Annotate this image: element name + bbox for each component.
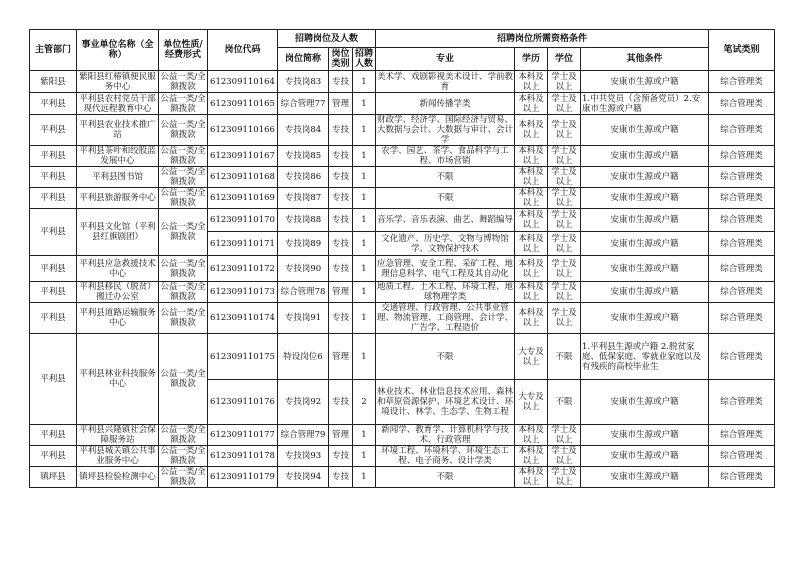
unit-cell: 平利县茶叶和绞股蓝发展中心 (77, 146, 159, 167)
major-cell: 应急管理、安全工程、采矿工程、地理信息科学、电气工程及其自动化 (376, 256, 515, 282)
education-cell: 本科及以上 (515, 93, 548, 115)
other-conditions-cell: 1.中共党员（含预备党员）2.安康市生源或户籍 (581, 93, 709, 115)
header-post-type: 岗位类别 (329, 48, 353, 71)
post-code-cell: 612309110169 (208, 188, 278, 209)
table-row (30, 209, 775, 232)
count-cell: 1 (353, 115, 376, 146)
count-cell: 2 (353, 380, 376, 425)
unit-cell: 平利县兴隆镇社会保障服务站 (77, 425, 159, 446)
unit-cell: 平利县文化馆（平利县红旗剧团） (77, 209, 159, 256)
post-type-cell: 管理 (329, 425, 353, 446)
dept-cell: 平利县 (30, 146, 77, 167)
post-code-cell: 612309110173 (208, 282, 278, 303)
post-code-cell: 612309110172 (208, 256, 278, 282)
header-post-name: 岗位简称 (278, 48, 329, 71)
degree-cell: 学士及以上 (548, 282, 581, 303)
post-code-cell: 612309110176 (208, 380, 278, 425)
unit-cell: 平利县城关镇公共事业服务中心 (77, 446, 159, 467)
post-code-cell: 612309110166 (208, 115, 278, 146)
degree-cell: 学士及以上 (548, 446, 581, 467)
education-cell: 本科及以上 (515, 232, 548, 256)
exam-type-cell: 综合管理类 (709, 167, 775, 188)
dept-cell: 平利县 (30, 209, 77, 256)
unit-cell: 平利县旅游服务中心 (77, 188, 159, 209)
exam-type-cell: 综合管理类 (709, 380, 775, 425)
table-row (30, 303, 775, 334)
post-code-cell: 612309110167 (208, 146, 278, 167)
post-code-cell: 612309110168 (208, 167, 278, 188)
post-type-cell: 专技 (329, 167, 353, 188)
count-cell: 1 (353, 256, 376, 282)
dept-cell: 平利县 (30, 188, 77, 209)
education-cell: 大专及以上 (515, 380, 548, 425)
header-degree: 学位 (548, 48, 581, 71)
other-conditions-cell: 1.平利县生源或户籍 2.脱贫家庭、低保家庭、零就业家庭以及有残疾的高校毕业生 (581, 334, 709, 380)
unit-cell: 平利县应急救援技术中心 (77, 256, 159, 282)
header-dept: 主管部门 (30, 30, 77, 71)
table-row (30, 146, 775, 167)
header-edu: 学历 (515, 48, 548, 71)
nature-cell: 公益一类/全额拨款 (160, 146, 206, 166)
degree-cell: 学士及以上 (548, 467, 581, 488)
education-cell: 本科及以上 (515, 256, 548, 282)
post-name-cell: 专技岗91 (278, 303, 329, 334)
unit-cell: 紫阳县红椿镇便民服务中心 (77, 71, 159, 93)
degree-cell: 学士及以上 (548, 115, 581, 146)
count-cell: 1 (353, 167, 376, 188)
nature-cell: 公益一类/全额拨款 (159, 115, 208, 146)
exam-type-cell: 综合管理类 (709, 303, 775, 334)
post-type-cell: 专技 (329, 146, 353, 167)
other-conditions-cell: 安康市生源或户籍 (581, 209, 709, 232)
table-row (30, 446, 775, 467)
exam-type-cell: 综合管理类 (709, 425, 775, 446)
header-group-post: 招聘岗位及人数 (278, 30, 376, 48)
count-cell: 1 (353, 71, 376, 93)
post-type-cell: 专技 (329, 446, 353, 467)
exam-type-cell: 综合管理类 (709, 446, 775, 467)
post-code-cell: 612309110175 (208, 334, 278, 380)
other-conditions-cell: 安康市生源或户籍 (581, 303, 709, 334)
degree-cell: 学士及以上 (548, 425, 581, 446)
education-cell: 本科及以上 (515, 71, 548, 93)
major-cell: 地质工程、土木工程、环境工程、地球物理学类 (377, 282, 514, 302)
major-cell: 音乐学、音乐表演、曲艺、舞蹈编导 (376, 209, 515, 232)
header-group-req: 招聘岗位所需资格条件 (376, 30, 709, 48)
post-code-cell: 612309110164 (208, 71, 278, 93)
post-name-cell: 特设岗位6 (278, 334, 329, 380)
dept-cell: 镇坪县 (30, 467, 77, 488)
table-row (30, 115, 775, 146)
post-name-cell: 专技岗84 (278, 115, 329, 146)
other-conditions-cell: 安康市生源或户籍 (581, 188, 709, 209)
table-row (30, 93, 775, 115)
header-major: 专业 (376, 48, 515, 71)
other-conditions-cell: 安康市生源或户籍 (581, 115, 709, 146)
education-cell: 本科及以上 (515, 188, 548, 209)
dept-cell: 紫阳县 (30, 71, 77, 93)
post-name-cell: 综合管理78 (278, 282, 329, 303)
post-type-cell: 专技 (329, 303, 353, 334)
post-name-cell: 综合管理77 (278, 93, 329, 115)
unit-cell: 平利县道路运输服务中心 (77, 303, 159, 334)
unit-cell: 镇坪县检验检测中心 (77, 467, 159, 488)
table-row (30, 282, 775, 303)
unit-cell: 平利县林业科技服务中心 (77, 334, 159, 425)
nature-cell: 公益一类/全额拨款 (160, 446, 206, 466)
post-code-cell: 612309110177 (208, 425, 278, 446)
post-type-cell: 专技 (329, 209, 353, 232)
post-name-cell: 专技岗93 (278, 446, 329, 467)
header-count: 招聘人数 (353, 48, 376, 71)
major-cell: 不限 (376, 167, 515, 188)
education-cell: 本科及以上 (515, 446, 548, 467)
major-cell: 交通管理、行政管理、公共事业管理、物流管理、工商管理、会计学、广告学、工程造价 (377, 303, 514, 333)
post-type-cell: 专技 (329, 467, 353, 488)
nature-cell: 公益一类/全额拨款 (160, 71, 206, 92)
exam-type-cell: 综合管理类 (709, 93, 775, 115)
post-type-cell: 专技 (329, 232, 353, 256)
table-row (30, 256, 775, 282)
count-cell: 1 (353, 93, 376, 115)
header-code: 岗位代码 (208, 30, 278, 71)
count-cell: 1 (353, 232, 376, 256)
recruitment-table (29, 29, 775, 488)
exam-type-cell: 综合管理类 (709, 188, 775, 209)
post-type-cell: 专技 (329, 115, 353, 146)
major-cell: 美术学、戏剧影视美术设计、学前教育 (377, 71, 514, 92)
nature-cell: 公益一类/全额拨款 (160, 93, 206, 114)
dept-cell: 平利县 (30, 425, 77, 446)
post-name-cell: 专技岗94 (278, 467, 329, 488)
post-type-cell: 专技 (329, 188, 353, 209)
education-cell: 本科及以上 (515, 167, 548, 188)
count-cell: 1 (353, 425, 376, 446)
header-other: 其他条件 (581, 48, 709, 71)
major-cell: 不限 (376, 467, 515, 488)
exam-type-cell: 综合管理类 (709, 282, 775, 303)
other-conditions-cell: 安康市生源或户籍 (581, 167, 709, 188)
post-code-cell: 612309110174 (208, 303, 278, 334)
exam-type-cell: 综合管理类 (709, 256, 775, 282)
nature-cell: 公益一类/全额拨款 (159, 303, 208, 334)
unit-cell: 平利县农村党员干部现代远程教育中心 (77, 93, 159, 115)
post-type-cell: 专技 (329, 71, 353, 93)
nature-cell: 公益一类/全额拨款 (160, 282, 206, 302)
major-cell: 不限 (376, 334, 515, 380)
count-cell: 1 (353, 282, 376, 303)
count-cell: 1 (353, 303, 376, 334)
degree-cell: 不限 (548, 380, 581, 425)
major-cell: 财政学、经济学、国际经济与贸易、大数据与会计、大数据与审计、会计学 (377, 115, 514, 145)
major-cell: 农学、园艺、茶学、食品科学与工程、市场营销 (376, 146, 515, 167)
degree-cell: 学士及以上 (548, 146, 581, 167)
post-type-cell: 专技 (329, 256, 353, 282)
table-row (30, 188, 775, 209)
degree-cell: 学士及以上 (548, 256, 581, 282)
post-type-cell: 管理 (329, 93, 353, 115)
post-code-cell: 612309110171 (208, 232, 278, 256)
dept-cell: 平利县 (30, 256, 77, 282)
post-code-cell: 612309110179 (208, 467, 278, 488)
exam-type-cell: 综合管理类 (709, 209, 775, 232)
dept-cell: 平利县 (30, 282, 77, 303)
post-name-cell: 专技岗87 (278, 188, 329, 209)
nature-cell: 公益一类/全额拨款 (160, 425, 206, 445)
major-cell: 林业技术、林业信息技术应用、森林和草原资源保护、环境艺术设计、环境设计、林学、生态学、生物工程 (376, 380, 515, 425)
degree-cell: 不限 (548, 334, 581, 380)
table-row (30, 425, 775, 446)
count-cell: 1 (353, 467, 376, 488)
exam-type-cell: 综合管理类 (709, 71, 775, 93)
table-row (30, 467, 775, 488)
exam-type-cell: 综合管理类 (709, 146, 775, 167)
post-type-cell: 管理 (329, 282, 353, 303)
header-nature: 单位性质/经费形式 (159, 30, 208, 71)
major-cell: 新闻传播学类 (376, 93, 515, 115)
education-cell: 本科及以上 (515, 282, 548, 303)
degree-cell: 学士及以上 (548, 232, 581, 256)
post-name-cell: 综合管理79 (278, 425, 329, 446)
header-unit: 事业单位名称（全称） (77, 30, 159, 71)
post-name-cell: 专技岗85 (278, 146, 329, 167)
table-row (30, 334, 775, 380)
nature-cell: 公益一类/全额拨款 (160, 167, 206, 187)
education-cell: 本科及以上 (515, 303, 548, 334)
exam-type-cell: 综合管理类 (709, 334, 775, 380)
count-cell: 1 (353, 146, 376, 167)
count-cell: 1 (353, 188, 376, 209)
exam-type-cell: 综合管理类 (709, 467, 775, 488)
exam-type-cell: 综合管理类 (709, 115, 775, 146)
post-name-cell: 专技岗83 (278, 71, 329, 93)
post-name-cell: 专技岗86 (278, 167, 329, 188)
other-conditions-cell: 安康市生源或户籍 (581, 146, 709, 167)
other-conditions-cell: 安康市生源或户籍 (581, 446, 709, 467)
post-type-cell: 专技 (329, 380, 353, 425)
post-code-cell: 612309110165 (208, 93, 278, 115)
unit-cell: 平利县图书馆 (77, 167, 159, 188)
post-type-cell: 管理 (329, 334, 353, 380)
count-cell: 1 (353, 446, 376, 467)
other-conditions-cell: 安康市生源或户籍 (581, 467, 709, 488)
education-cell: 本科及以上 (515, 425, 548, 446)
post-name-cell: 专技岗92 (278, 380, 329, 425)
dept-cell: 平利县 (30, 334, 77, 425)
other-conditions-cell: 安康市生源或户籍 (581, 232, 709, 256)
degree-cell: 学士及以上 (548, 209, 581, 232)
degree-cell: 学士及以上 (548, 303, 581, 334)
other-conditions-cell: 安康市生源或户籍 (581, 380, 709, 425)
major-cell: 文化遗产、历史学、文物与博物馆学、文物保护技术 (376, 232, 515, 256)
education-cell: 大专及以上 (515, 334, 548, 380)
other-conditions-cell: 安康市生源或户籍 (581, 71, 709, 93)
degree-cell: 学士及以上 (548, 93, 581, 115)
education-cell: 本科及以上 (515, 467, 548, 488)
degree-cell: 学士及以上 (548, 188, 581, 209)
other-conditions-cell: 安康市生源或户籍 (581, 282, 709, 303)
count-cell: 1 (353, 209, 376, 232)
nature-cell: 公益一类/全额拨款 (159, 334, 208, 425)
nature-cell: 公益一类/全额拨款 (160, 467, 206, 487)
dept-cell: 平利县 (30, 93, 77, 115)
major-cell: 环境工程、环境科学、环境生态工程、电子商务、设计学类 (376, 446, 515, 467)
education-cell: 本科及以上 (515, 115, 548, 146)
post-name-cell: 专技岗90 (278, 256, 329, 282)
dept-cell: 平利县 (30, 303, 77, 334)
post-name-cell: 专技岗89 (278, 232, 329, 256)
other-conditions-cell: 安康市生源或户籍 (581, 425, 709, 446)
education-cell: 本科及以上 (515, 209, 548, 232)
major-cell: 新闻学、教育学、计算机科学与技术、行政管理 (376, 425, 515, 446)
exam-type-cell: 综合管理类 (709, 232, 775, 256)
table-row (30, 71, 775, 93)
nature-cell: 公益一类/全额拨款 (159, 209, 208, 256)
post-code-cell: 612309110178 (208, 446, 278, 467)
degree-cell: 学士及以上 (548, 167, 581, 188)
dept-cell: 平利县 (30, 446, 77, 467)
dept-cell: 平利县 (30, 115, 77, 146)
nature-cell: 公益一类/全额拨款 (159, 256, 208, 282)
count-cell: 1 (353, 334, 376, 380)
unit-cell: 平利县移民（脱贫）搬迁办公室 (77, 282, 159, 303)
major-cell: 不限 (376, 188, 515, 209)
education-cell: 本科及以上 (515, 146, 548, 167)
post-code-cell: 612309110170 (208, 209, 278, 232)
table-row (30, 167, 775, 188)
other-conditions-cell: 安康市生源或户籍 (581, 256, 709, 282)
unit-cell: 平利县农业技术推广站 (77, 115, 159, 146)
header-exam: 笔试类别 (709, 30, 775, 71)
degree-cell: 学士及以上 (548, 71, 581, 93)
post-name-cell: 专技岗88 (278, 209, 329, 232)
nature-cell: 公益一类/全额拨款 (160, 188, 206, 208)
dept-cell: 平利县 (30, 167, 77, 188)
